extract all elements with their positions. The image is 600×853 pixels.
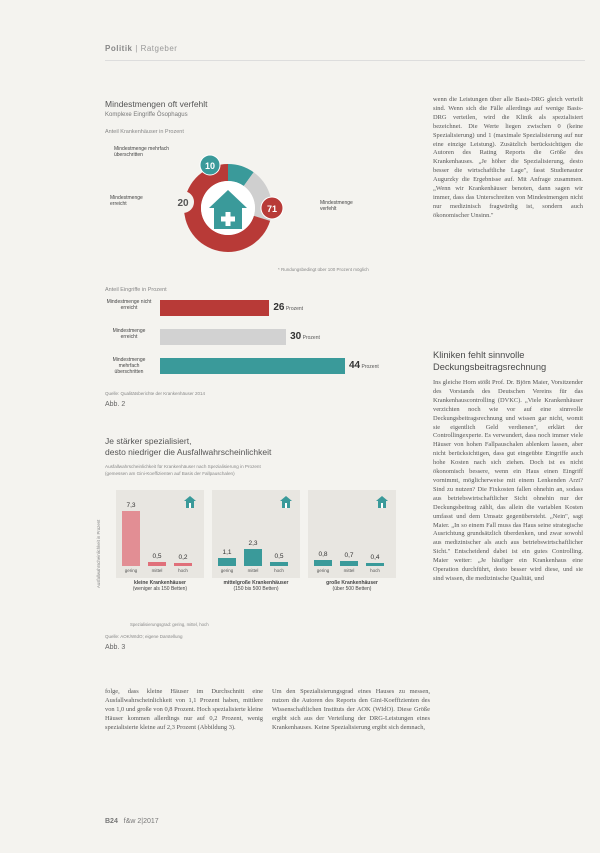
house-icon: [280, 496, 292, 508]
bar-1: [160, 329, 286, 345]
panel-0-value-2: 0,2: [178, 554, 188, 561]
panel-1-category-0: gering: [220, 568, 234, 573]
panel-1-title: [212, 581, 300, 592]
panel-0-category-2: hoch: [178, 568, 188, 573]
page-header: Politik | Ratgeber: [105, 44, 178, 53]
panel-0-bar-2: [174, 563, 192, 566]
bar-value-unit-0: Prozent: [284, 306, 304, 312]
bar-label-2: Mindestmenge mehrfach überschritten: [112, 357, 146, 375]
panel-2-value-2: 0,4: [370, 554, 380, 561]
panel-2-value-0: 0,8: [318, 551, 328, 558]
donut-chart: [150, 140, 300, 280]
panel-1-bar-1: [244, 549, 262, 566]
panel-2-value-1: 0,7: [344, 551, 354, 559]
panel-1-title-text: mittelgroße Krankenhäuser: [223, 580, 289, 586]
panel-2-subtitle: (über 500 Betten): [332, 585, 372, 592]
panel-2-bar-1: [340, 561, 358, 566]
bars-note: Anteil Eingriffe in Prozent: [105, 287, 167, 293]
bar-label-1: Mindestmenge erreicht: [112, 328, 146, 340]
chart1-note: Anteil Krankenhäuser in Prozent: [105, 129, 184, 135]
panel-2-bar-2: [366, 563, 384, 566]
chart2-title-2: desto niedriger die Ausfallwahrscheinlichkeit: [105, 447, 272, 457]
body-left-col2: Um den Spezialisierungsgrad eines Hauses zu messen, nutzen die Autoren des Reports den Gini-Koeffizienten des Wissenschaftlichen Instituts der AOK (WIdO). Diese Größe ergibt sich aus der Verteilung der DRG-Leistungen eines Krankenhauses. Keine Spezialisierung ergibt sich demnach,: [272, 688, 430, 731]
bar-value-number-2: 44: [349, 360, 361, 371]
panel-2: [308, 490, 396, 578]
chart2-abb: Abb. 3: [105, 644, 126, 651]
body-right-bottom: Ins gleiche Horn stößt Prof. Dr. Björn Maier, Vorsitzender des Vorstands des Deutschen Vereins für das Krankenhauscontrolling (DVKC). „Viele Krankenhäuser verzichten noch wie vor auf eine sinnvolle Deckungsbeitragsrechnung und wissen gar nicht, womit sie eigentlich Geld verdienen", erklärt der Controllingexperte. Es verwundert, dass noch immer viele Häuser von hohen Fallpauschalen ablenken lassen, aber nicht berücksichtigen, dass gut eingeübte Eingriffe auch hohe Kosten nach sich ziehen. Doch ist es nicht ökonomisch bessere, wenn ein Haus einen Eingriff vornimmt, möglicherweise mit einem Lenkenden Arzt? Sind zu nutzen? Die Fixkosten fallen ohnehin an, sodass aus betriebswirtschaftlicher Sicht ohnehin nur der Deckungsbeitrag zählt, das allein die variablen Kosten umfasst und dem Umsatz gegenübersteht. „Nein", sagt Maier. „In so einem Fall muss das Haus seine strategische Ausrichtung grundsätzlich überdenken, und zwar sowohl aus medizinischer als auch aus betriebswirtschaftlicher Sicht." Entscheidend dabei ist ein gutes Controlling. Maier weiter: „Je häufiger ein Krankenhaus eine Operation durchführt, desto besser wird diese, und sie sind wissen, die medizinische Qualität, und: [433, 379, 583, 582]
panel-1-value-1: 2,3: [248, 539, 258, 547]
panel-1-bar-2: [270, 562, 288, 566]
panel-0-title: [116, 581, 204, 592]
panel-1-category-1: mittel: [247, 568, 259, 573]
panel-2-title-text: große Krankenhäuser: [326, 580, 378, 586]
house-icon: [376, 496, 388, 508]
panel-1-subtitle: (150 bis 500 Betten): [233, 585, 279, 592]
donut-value-erreicht: 20: [177, 198, 189, 209]
panel-2-title: [308, 581, 396, 592]
chart2-yaxis-label: Ausfallwahrscheinlichkeit in Prozent: [96, 519, 101, 588]
chart2-subtitle-2: (gemessen am Gini-Koeffizienten auf Basis der Fallpauschalen): [105, 471, 235, 476]
panel-0-subtitle: (weniger als 150 Betten): [132, 585, 188, 592]
chart1-source: Quelle: Qualitätsberichte der Krankenhäuser 2014: [105, 391, 206, 396]
panel-0-category-0: gering: [124, 568, 138, 573]
house-icon: [184, 496, 196, 508]
chart2-source: Quelle: AOK/WIdO; eigene Darstellung: [105, 634, 183, 639]
bar-value-0: [273, 302, 303, 313]
panel-1-bar-0: [218, 558, 236, 566]
donut-label-erreicht: Mindestmenge erreicht: [110, 195, 143, 207]
magazine-name: f&w 2|2017: [123, 818, 159, 825]
panel-0-value-0: 7,3: [126, 502, 136, 510]
bar-value-number-1: 30: [290, 331, 302, 342]
subsection-label: Ratgeber: [140, 44, 178, 53]
section-label: Politik: [105, 44, 133, 53]
chart1-abb: Abb. 2: [105, 401, 126, 408]
bar-label-0: Mindestmenge nicht erreicht: [106, 299, 152, 311]
donut-value-ueberschritten: 10: [204, 161, 216, 171]
bar-value-unit-2: Prozent: [360, 364, 379, 370]
body-right-top: wenn die Leistungen über alle Basis-DRG gleich verteilt sind. Wenn sich die Fälle allerdings auf wenige Basis-DRG verteilen, wird die Klinik als spezialisiert bezeichnet. Die Werte liegen zwischen 0 (keine Spezialisierung) und 1 (maximale Spezialisierung auf nur eine einzige Leistung). Zusätzlich berücksichtigen die Autoren des Rating Reports die Größe des Krankenhauses. „Je höher die Spezialisierung, desto besser die wirtschaftliche Lage", fasst Studienautor Augurzky die Ergebnisse auf. Mit Anfrage zusammen. „Wenn wir Krankenhäuser benoten, dann sagen wir immer, dass das Unterschreiten von Mindestmengen nicht nur medizinisch fragwürdig ist, sondern auch ökonomischer Unsinn.": [433, 96, 583, 219]
chart1-title: Mindestmengen oft verfehlt: [105, 99, 208, 109]
chart1-subtitle: Komplexe Eingriffe Ösophagus: [105, 112, 188, 118]
bar-value-unit-1: Prozent: [301, 335, 320, 341]
panel-0-category-1: mittel: [151, 568, 163, 573]
bar-0: [160, 300, 269, 316]
bar-value-1: [290, 331, 320, 342]
right-heading: Kliniken fehlt sinnvolle Deckungsbeitragsrechnung: [433, 350, 547, 372]
donut-value-verfehlt: 71: [266, 204, 278, 214]
donut-label-verfehlt: Mindestmenge verfehlt: [320, 200, 353, 212]
bar-value-2: [349, 360, 379, 371]
chart2-legend: Spezialisierungsgrad: gering, mittel, hoch: [130, 622, 209, 627]
panel-2-bar-0: [314, 560, 332, 566]
donut-note: * Rundungsbedingt über 100 Prozent möglich: [278, 267, 369, 272]
chart2-title-1: Je stärker spezialisiert,: [105, 436, 192, 446]
header-rule: [105, 60, 585, 61]
donut-label-ueberschritten: Mindestmenge mehrfach überschritten: [114, 146, 170, 158]
panel-1-category-2: hoch: [274, 568, 284, 573]
bar-value-number-0: 26: [273, 302, 285, 313]
panel-0-title-text: kleine Krankenhäuser: [134, 580, 186, 586]
page-number: B24: [105, 818, 118, 825]
panel-0: [116, 490, 204, 578]
panel-1-value-2: 0,5: [274, 553, 284, 561]
body-left-col1: folge, dass kleine Häuser im Durchschnitt eine Ausfallwahrscheinlichkeit von 1,1 Prozent haben, mittlere von 1,0 und große von 0,8 Prozent. Hoch spezialisierte kleine Häuser kommen allerdings nur auf 0,2 Prozent, wenig spezialisierte kleine auf 2,3 Prozent (Abbildung 3).: [105, 688, 263, 731]
panel-1: [212, 490, 300, 578]
panel-2-category-2: hoch: [370, 568, 380, 573]
panel-chart: [116, 490, 406, 615]
panel-0-bar-1: [148, 562, 166, 566]
panel-0-bar-0: [122, 511, 140, 566]
bar-2: [160, 358, 345, 374]
panel-2-category-1: mittel: [343, 568, 355, 573]
panel-0-value-1: 0,5: [152, 553, 162, 561]
panel-2-category-0: gering: [316, 568, 330, 573]
panel-1-value-0: 1,1: [222, 548, 232, 556]
bar-chart: [105, 296, 405, 386]
page-footer: [105, 818, 159, 825]
chart2-subtitle-1: Ausfallwahrscheinlichkeit für Krankenhäuser nach Spezialisierung in Prozent: [105, 464, 261, 469]
